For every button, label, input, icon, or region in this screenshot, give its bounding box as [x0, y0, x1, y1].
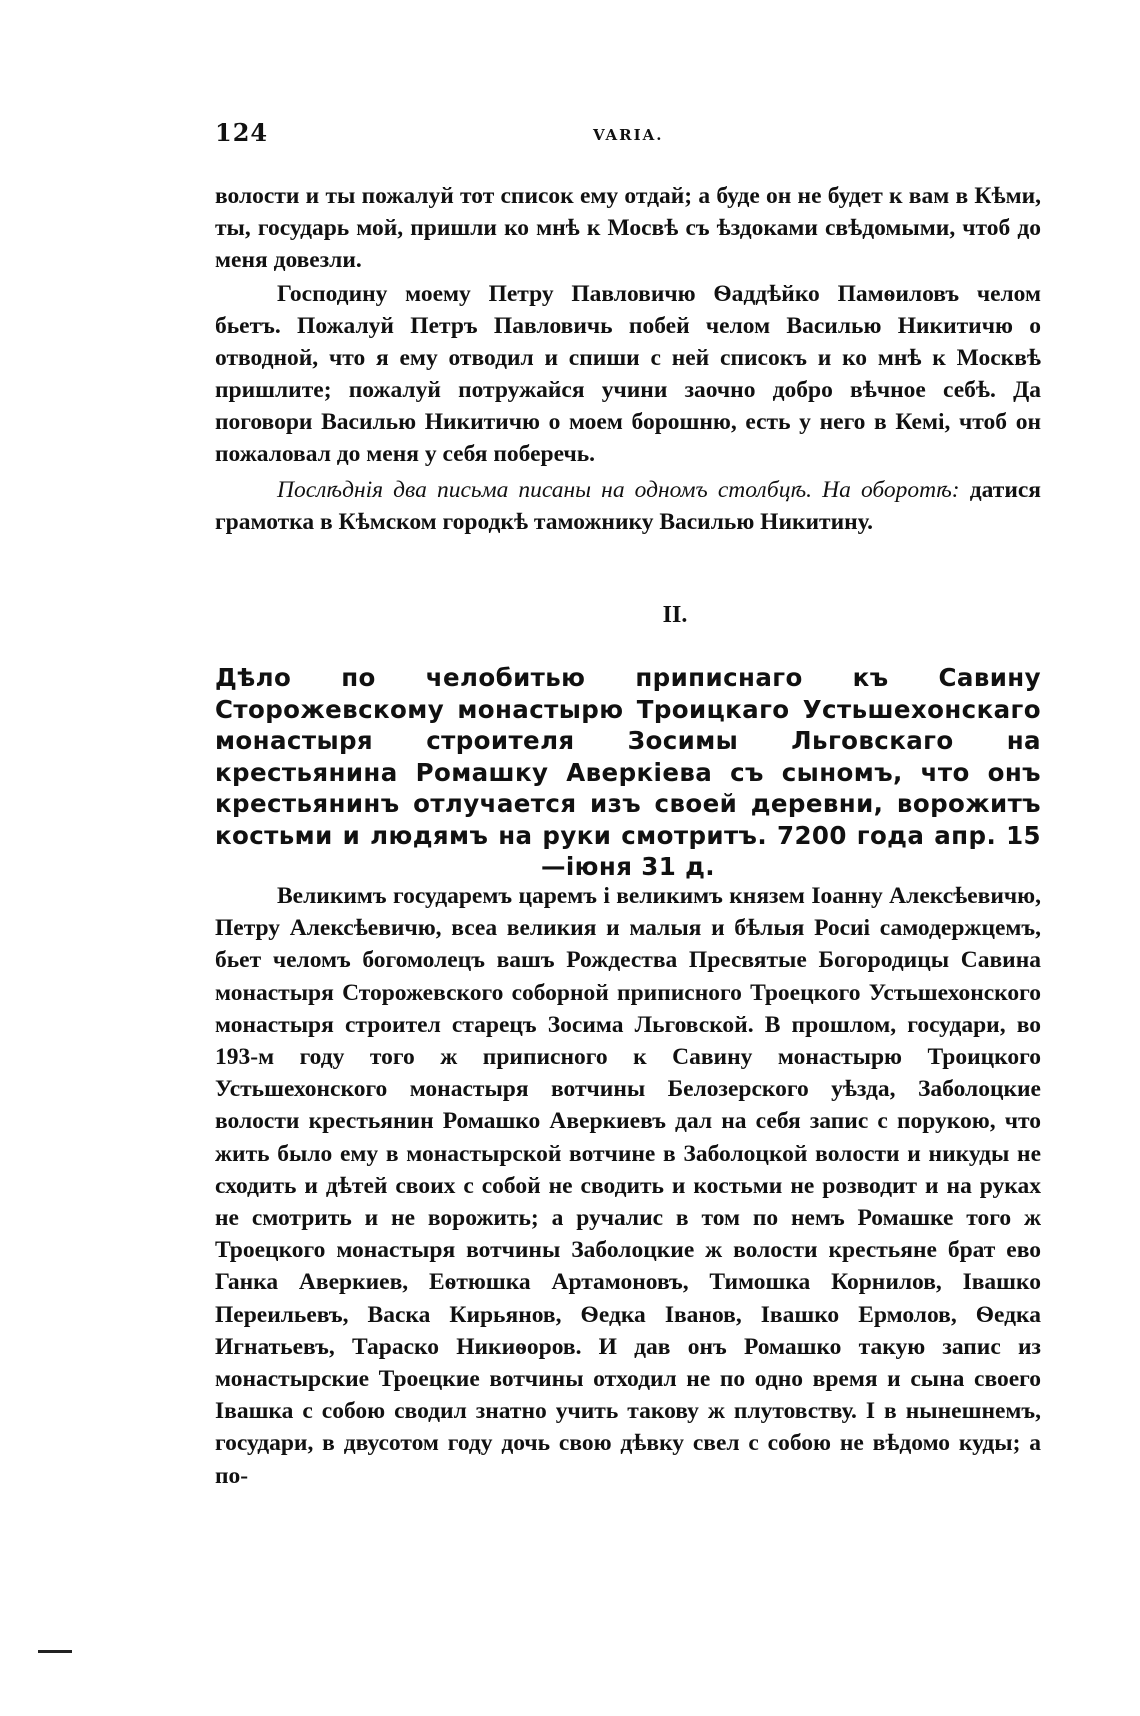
section-numeral: II. [662, 602, 688, 628]
body-text: Великимъ государемъ царемъ і великимъ князем Іоанну Алексѣевичю, Петру Алексѣевичю, всеа великия и малыя и бѣлыя Росиі самодержцемъ, бьет челомъ богомолецъ вашъ Рождества Пресвятые Богородицы Савина монастыря Сторожевского соборной приписного Троецкого Устьшехонского монастыря строител старецъ Зосима Льговской. В прошлом, государи, во 193-м году того ж приписного к Савину монастырю Троицкого Устьшехонского монастыря вотчины Белозерского уѣзда, Заболоцкие волости крестьянин Ромашко Аверкиевъ дал на себя запис с порукою, что жить было ему в монастырской вотчине в Заболоцкой волости и никуды не сходить и дѣтей своих с собой не сводить и костьми не розводит и на руках не смотрить и не ворожить; а ручалис в том по немъ Ромашке того ж Троецкого монастыря вотчины Заболоцкие ж волости крестьяне брат ево Ганка Аверкиев, Еѳтюшка Артамоновъ, Тимошка Корнилов, Івашко Переильевъ, Васка Кирьянов, Ѳедка Іванов, Івашко Ермолов, Ѳедка Игнатьевъ, Тараско Никиѳоров. И дав онъ Ромашко такую запис из монастырские Троецкие вотчины отходил не по одно время и сына своего Івашка с собою сводил знатно учить такову ж плутовству. І в нынешнемъ, государи, в двусотом году дочь свою дѣвку свел с собою не вѣдомо куды; а по- [215, 883, 1041, 1489]
paragraph-letter [215, 278, 1041, 470]
scan-mark [38, 1650, 72, 1653]
note-text [215, 474, 1041, 538]
body-paragraph [215, 880, 1041, 1492]
note-italic: Послѣднія два письма писаны на одномъ столбцѣ. На оборотѣ: [277, 477, 960, 503]
section-heading: Дѣло по челобитью приписнаго къ Савину Сторожевскому монастырю Троицкаго Устьшехонскаго монастыря строителя Зосимы Льговскаго на крестьянина Ромашку Аверкіева съ сыномъ, что онъ крестьянинъ отлучается изъ своей деревни, ворожитъ костьми и людямъ на руки смотритъ. 7200 года апр. 15—іюня 31 д. [215, 663, 1041, 881]
paragraph-text: Господину моему Петру Павловичю Ѳаддѣйко Памѳиловъ челом бьетъ. Пожалуй Петръ Павловичь побей челом Василью Никитичю о отводной, что я ему отводил и спиши с ней списокъ и ко мнѣ к Москвѣ пришлите; пожалуй потружайся учини заочно добро вѣчное себѣ. Да поговори Василью Никитичю о моем борошню, есть у него в Кемі, чтоб он пожаловал до меня у себя поберечь. [215, 281, 1041, 467]
paragraph-text: волости и ты пожалуй тот список ему отдай; а буде он не будет к вам в Кѣми, ты, государь мой, пришли ко мнѣ к Мосвѣ съ ѣздоками свѣдомыми, чтоб до меня довезли. [215, 183, 1041, 273]
paragraph-note [215, 474, 1041, 538]
page-number: 124 [215, 118, 269, 147]
paragraph-continuation [215, 180, 1041, 276]
running-head: VARIA. [593, 126, 664, 144]
page-header [215, 118, 1045, 150]
note-rest: датися грамотка в Кѣмском городкѣ таможнику Василью Никитину. [215, 477, 1041, 535]
